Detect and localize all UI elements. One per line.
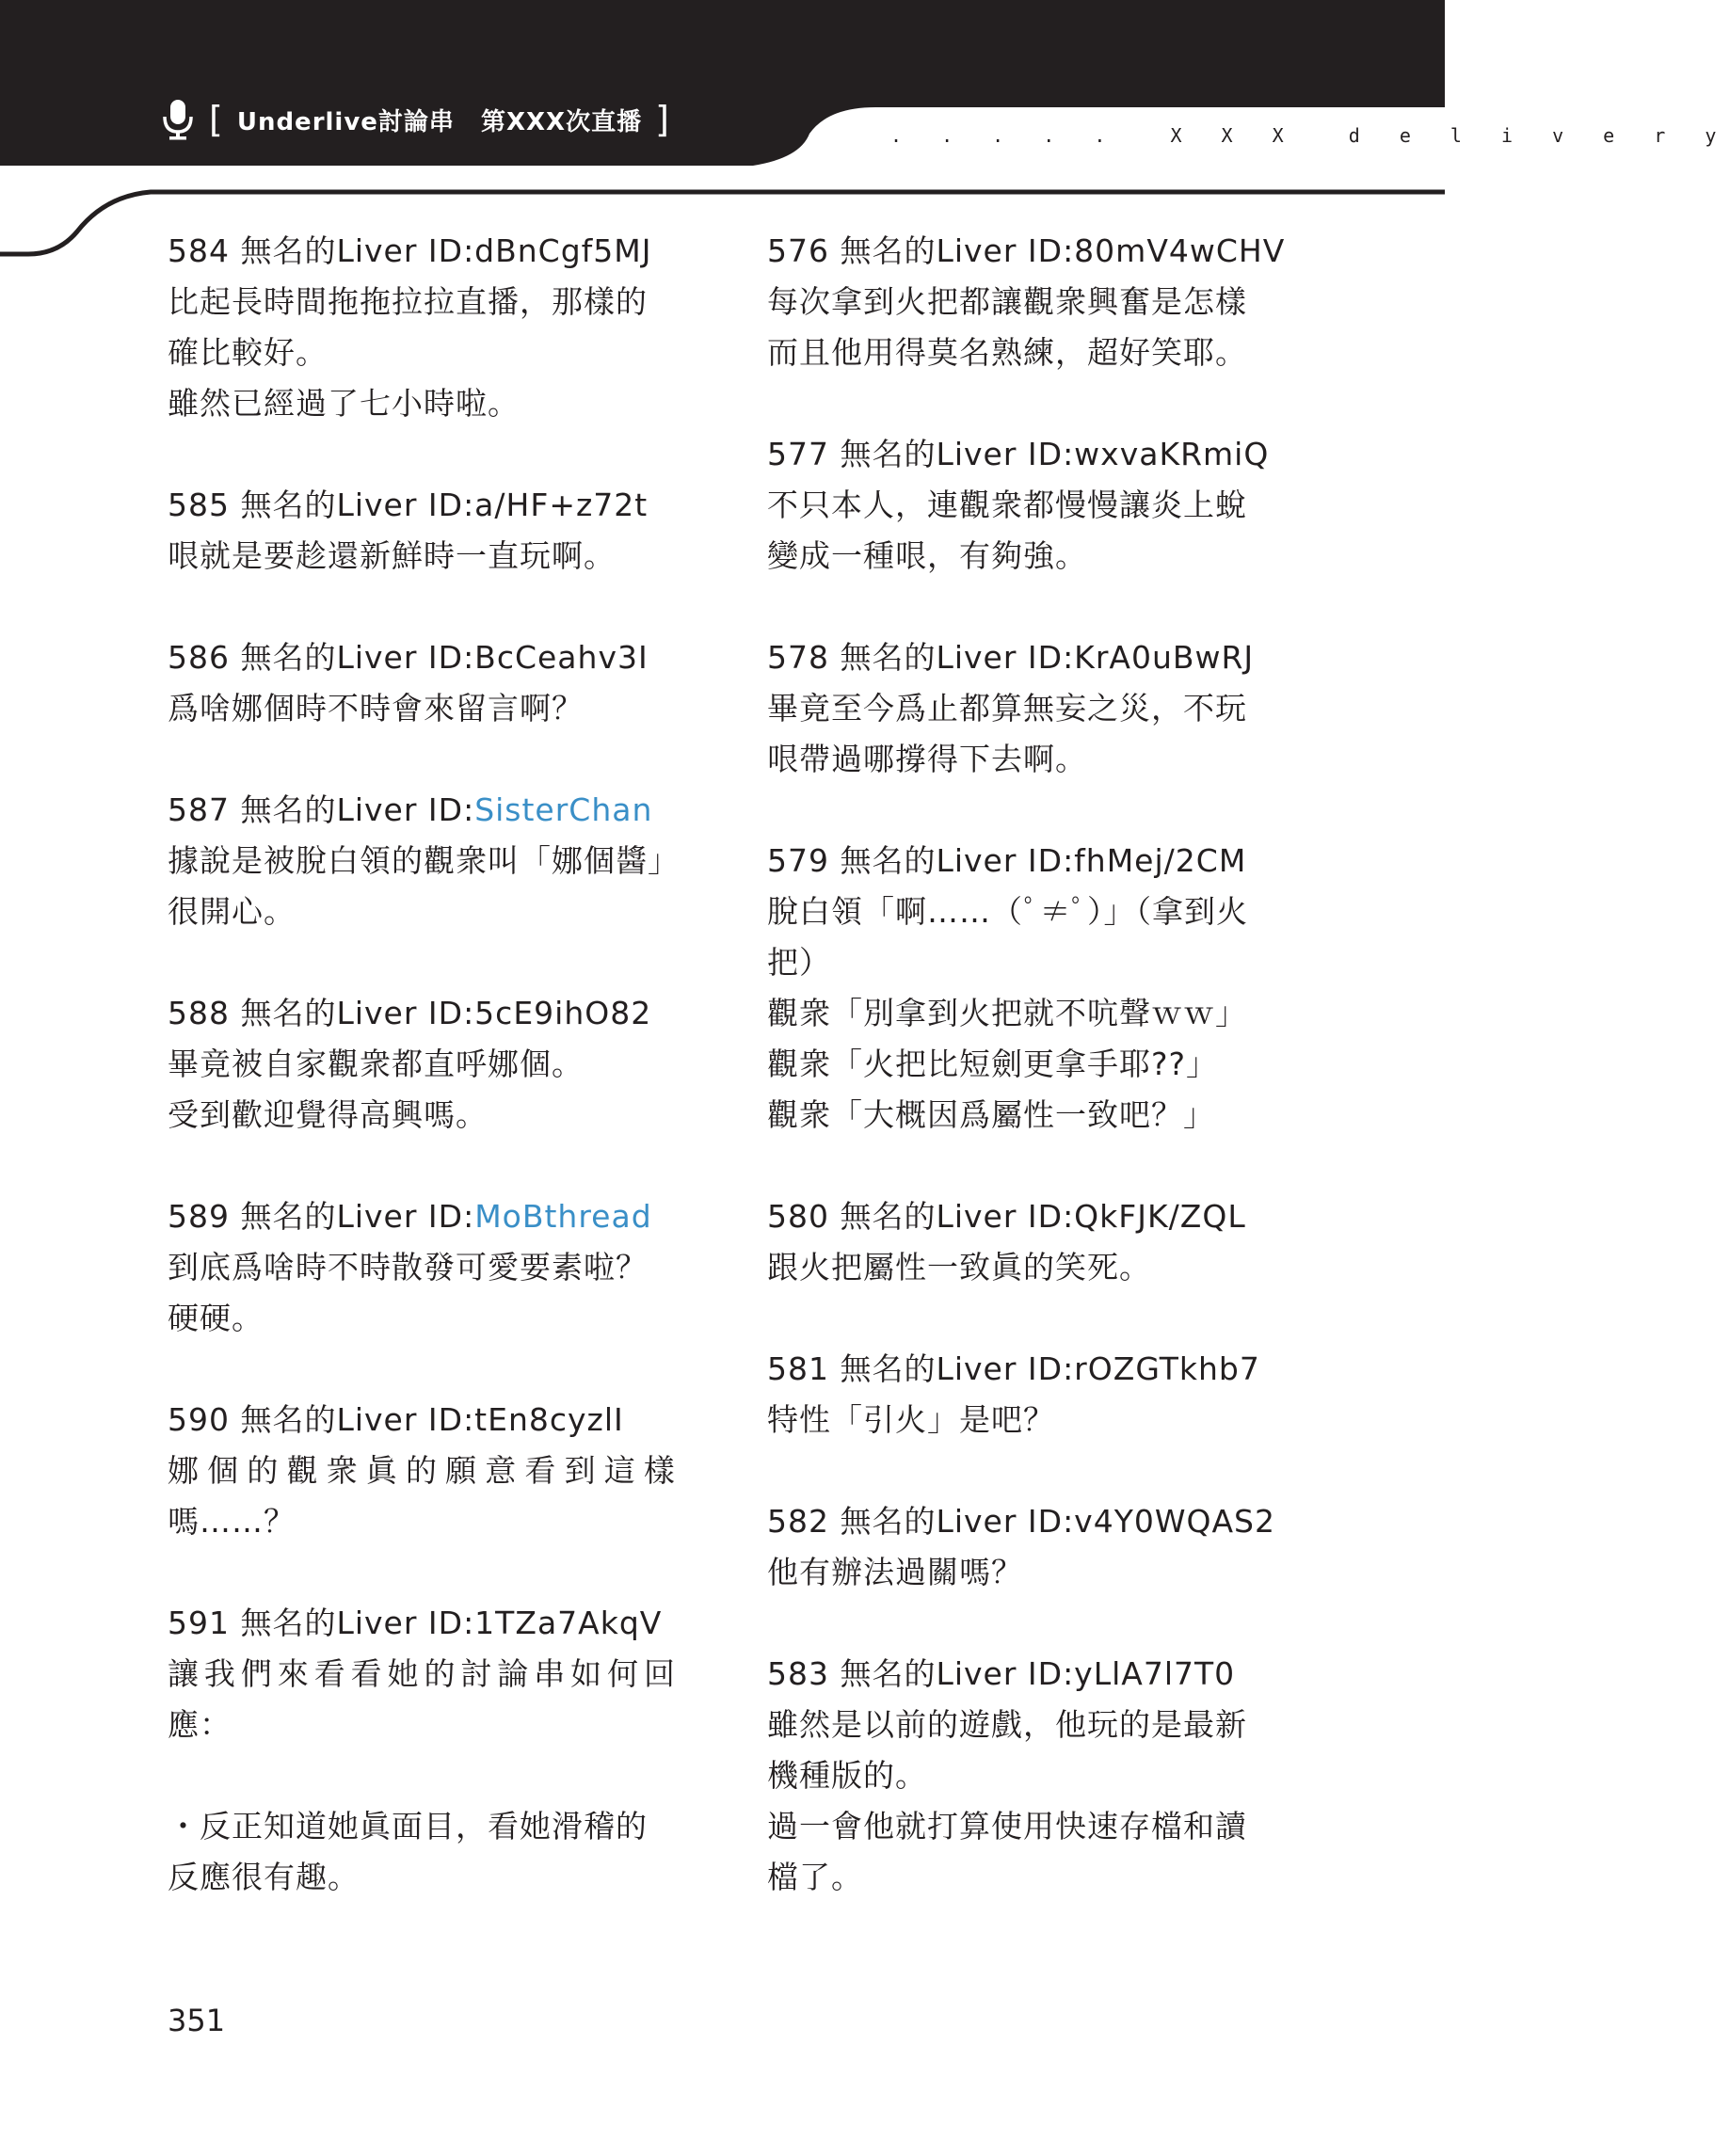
post-text-char: 眞 — [365, 1452, 398, 1489]
post-header: 581 無名的Liver ID:rOZGTkhb7 — [767, 1350, 1260, 1387]
post-text-line: 不只本人，連觀衆都慢慢讓炎上蛻 — [767, 487, 1247, 523]
title-bracket-right: ] — [655, 99, 670, 140]
post-text-char: 衆 — [326, 1452, 359, 1489]
post-header: 577 無名的Liver ID:wxvaKRmiQ — [767, 436, 1270, 472]
post-text-line: 特性「引火」是吧？ — [767, 1401, 1055, 1438]
post — [168, 1395, 676, 1547]
post — [168, 1598, 676, 1903]
post-header: 582 無名的Liver ID:v4Y0WQAS2 — [767, 1503, 1275, 1540]
post — [767, 429, 1275, 582]
post-header-prefix: 589 無名的Liver ID: — [168, 1198, 475, 1235]
post-text-line: 變成一種哏，有夠強。 — [767, 537, 1087, 574]
post-header: 576 無名的Liver ID:80mV4wCHV — [767, 232, 1286, 269]
post-text-char: 論 — [497, 1655, 530, 1692]
post-text-char: 的 — [424, 1655, 457, 1692]
post-text-char: 個 — [207, 1452, 240, 1489]
post-header: 588 無名的Liver ID:5cE9ihO82 — [168, 995, 652, 1031]
post-header: 586 無名的Liver ID:BcCeahv3I — [168, 639, 649, 676]
post-text-char: 觀 — [286, 1452, 319, 1489]
post-text-char: 願 — [445, 1452, 478, 1489]
post-text-line: 他有辦法過關嗎？ — [767, 1554, 1023, 1590]
post-text-char: 的 — [405, 1452, 438, 1489]
post — [168, 632, 676, 734]
left-column — [168, 226, 680, 1954]
post-header: 583 無名的Liver ID:yLlA7l7T0 — [767, 1655, 1236, 1692]
post-text-line: 硬硬。 — [168, 1300, 264, 1336]
post-text-line: 比起長時間拖拖拉拉直播，那樣的 — [168, 283, 648, 320]
post-text-char: 意 — [485, 1452, 518, 1489]
post-text-char: 們 — [240, 1655, 273, 1692]
post — [767, 226, 1286, 378]
post-text-line: 觀衆「別拿到火把就不吭聲ｗｗ」 — [767, 995, 1247, 1031]
post-text-line: 很開心。 — [168, 893, 296, 930]
post-text-char: 討 — [460, 1655, 493, 1692]
post-text-char: 樣 — [643, 1452, 676, 1489]
post-text-char: 娜 — [168, 1452, 200, 1489]
post-text-line — [168, 1649, 676, 1700]
post — [767, 1344, 1275, 1445]
page-number: 351 — [168, 2003, 226, 2038]
post — [168, 226, 676, 429]
post-text-char: 看 — [524, 1452, 557, 1489]
post-text-char: 到 — [564, 1452, 597, 1489]
post-text-line: 爲啥娜個時不時會來留言啊？ — [168, 690, 584, 727]
post-text-line: 脫白領「啊……（ﾟ≠ﾟ）」（拿到火 — [767, 893, 1248, 930]
stream-number: 第XXX次直播 — [480, 107, 643, 136]
blank-line — [168, 1750, 676, 1801]
post-text-char: 串 — [534, 1655, 567, 1692]
post-text-line: ・反正知道她眞面目，看她滑稽的 — [168, 1808, 648, 1845]
post-text-line: 機種版的。 — [767, 1757, 927, 1794]
post-header: 591 無名的Liver ID:1TZa7AkqV — [168, 1605, 663, 1641]
post-id-highlight: SisterChan — [474, 791, 653, 828]
post-header — [168, 785, 676, 836]
post-header: 584 無名的Liver ID:dBnCgf5MJ — [168, 232, 652, 269]
right-column — [767, 226, 1286, 1954]
post — [168, 480, 676, 582]
post-text-line: 每次拿到火把都讓觀衆興奮是怎樣 — [767, 283, 1247, 320]
post-text-line: 確比較好。 — [168, 334, 328, 371]
post-header — [168, 1191, 676, 1242]
post-text-line: 嗎……？ — [168, 1503, 296, 1540]
post-text-line: 觀衆「大概因爲屬性一致吧？」 — [767, 1096, 1215, 1133]
post-text-line: 雖然已經過了七小時啦。 — [168, 385, 520, 422]
post-text-line: 雖然是以前的遊戲，他玩的是最新 — [767, 1706, 1247, 1743]
post-text-line: 跟火把屬性一致眞的笑死。 — [767, 1249, 1151, 1286]
post-header: 578 無名的Liver ID:KrA0uBwRJ — [767, 639, 1255, 676]
post-header: 579 無名的Liver ID:fhMej/2CM — [767, 842, 1247, 879]
post — [767, 836, 1275, 1141]
post-text-line: 應： — [168, 1706, 232, 1743]
post-id-highlight: MoBthread — [474, 1198, 652, 1235]
post-text-line: 哏帶過哪撐得下去啊。 — [767, 741, 1087, 777]
post-text-line: 哏就是要趁還新鮮時一直玩啊。 — [168, 537, 616, 574]
post-text-char: 的 — [247, 1452, 280, 1489]
post — [767, 632, 1275, 785]
post-text-char: 如 — [570, 1655, 603, 1692]
post-header: 580 無名的Liver ID:QkFJK/ZQL — [767, 1198, 1246, 1235]
post-text-char: 看 — [350, 1655, 383, 1692]
post — [767, 1191, 1275, 1293]
header-title — [162, 98, 670, 141]
post-text-char: 我 — [203, 1655, 236, 1692]
post-text-line: 而且他用得莫名熟練，超好笑耶。 — [767, 334, 1247, 371]
post-text-line: 據說是被脫白領的觀衆叫「娜個醬」 — [168, 842, 680, 879]
post-text-line: 把） — [767, 944, 831, 981]
post-text-char: 看 — [313, 1655, 346, 1692]
post-text-line: 受到歡迎覺得高興嗎。 — [168, 1096, 488, 1133]
thread-title: Underlive討論串 — [236, 107, 455, 136]
post-text-char: 回 — [643, 1655, 676, 1692]
post-text-line: 觀衆「火把比短劍更拿手耶??」 — [767, 1046, 1219, 1082]
post-text-line: 檔了。 — [767, 1859, 863, 1895]
post-text-line: 反應很有趣。 — [168, 1859, 360, 1895]
post-header: 585 無名的Liver ID:a/HF+z72t — [168, 487, 649, 523]
post-text-line: 畢竟被自家觀衆都直呼娜個。 — [168, 1046, 584, 1082]
header-subtitle: . . . . . X X X d e l i v e r y — [890, 124, 1730, 147]
title-bracket-left: [ — [209, 99, 224, 140]
post-text-char: 來 — [277, 1655, 310, 1692]
post-text-char: 何 — [607, 1655, 640, 1692]
post-text-line: 過一會他就打算使用快速存檔和讀 — [767, 1808, 1247, 1845]
post — [168, 988, 676, 1141]
post — [168, 785, 680, 937]
post — [168, 1191, 676, 1344]
post-text-char: 讓 — [168, 1655, 200, 1692]
post-text-line: 到底爲啥時不時散發可愛要素啦？ — [168, 1249, 648, 1286]
microphone-icon — [162, 98, 194, 141]
post-text-line: 畢竟至今爲止都算無妄之災，不玩 — [767, 690, 1247, 727]
post-header-prefix: 587 無名的Liver ID: — [168, 791, 475, 828]
post — [767, 1496, 1275, 1598]
post-text-line — [168, 1445, 676, 1496]
post — [767, 1649, 1275, 1903]
post-header: 590 無名的Liver ID:tEn8cyzlI — [168, 1401, 624, 1438]
post-text-char: 這 — [603, 1452, 636, 1489]
post-text-char: 她 — [387, 1655, 420, 1692]
